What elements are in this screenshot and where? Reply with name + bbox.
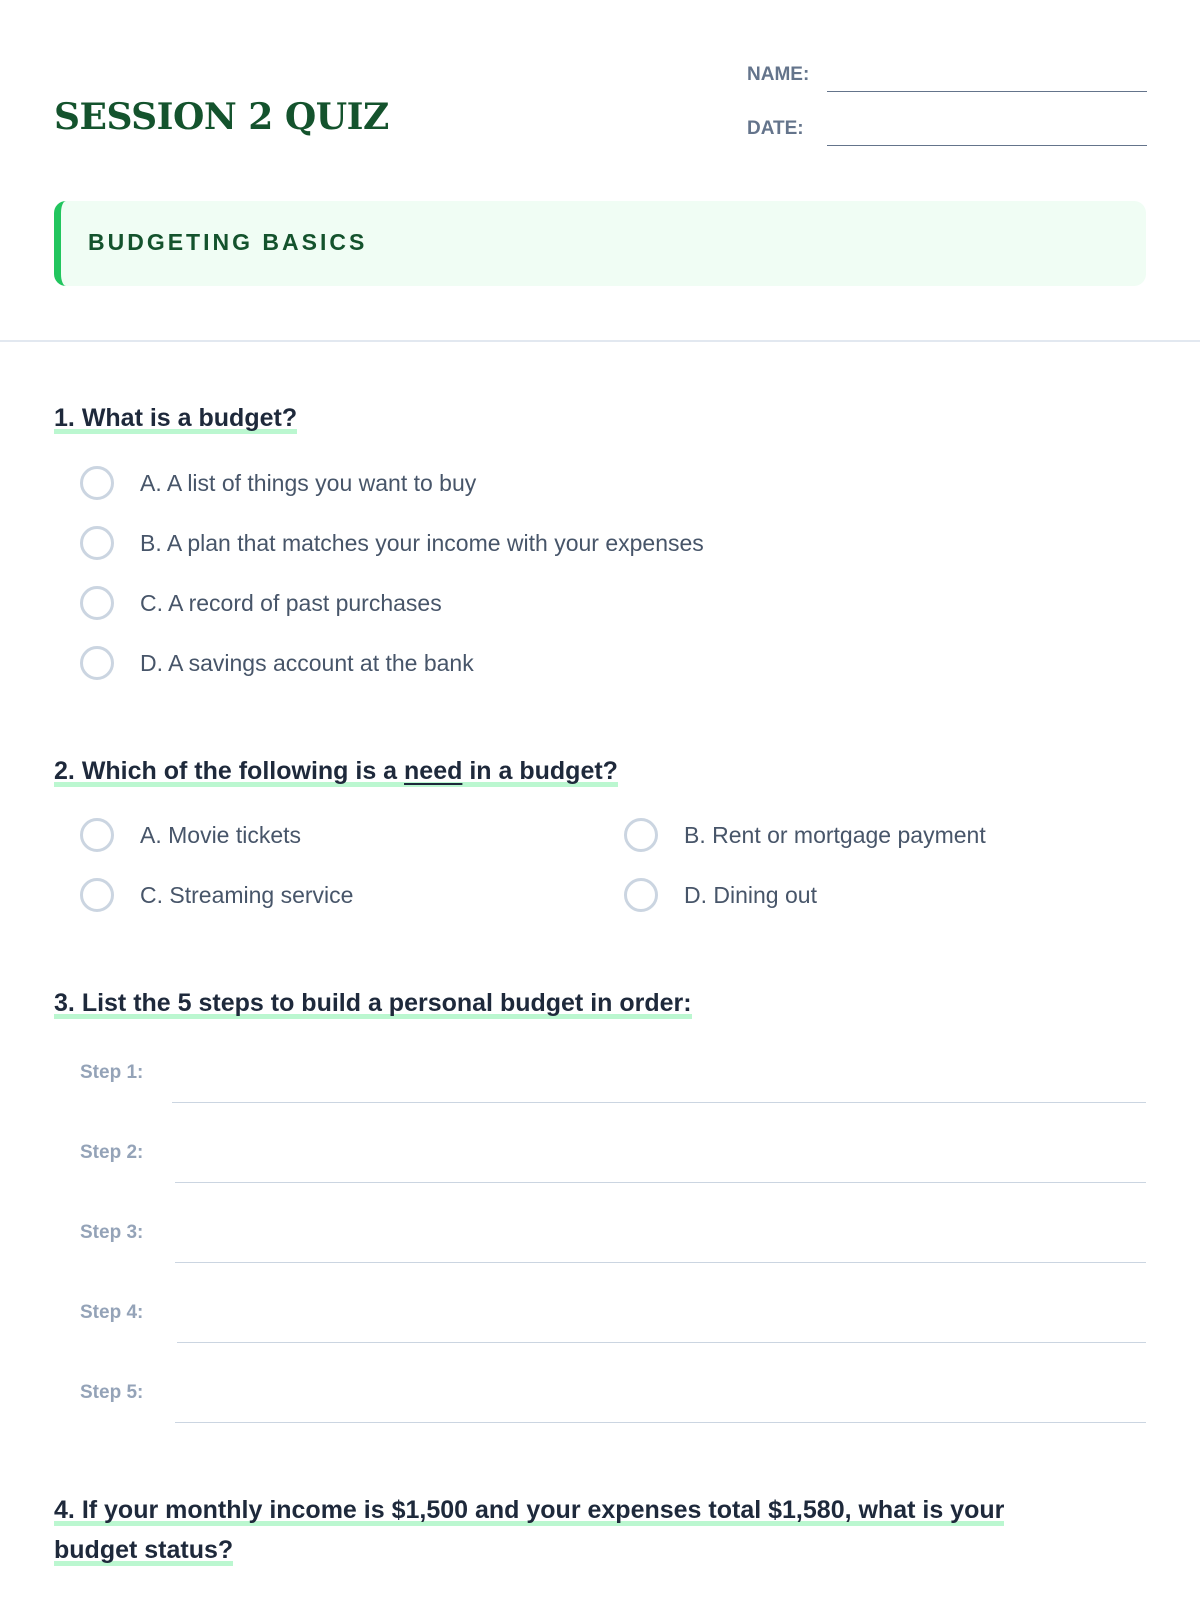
option-label: B. Rent or mortgage payment — [684, 822, 986, 848]
question-2-emphasis: need — [404, 757, 463, 785]
step-1-label: Step 1: — [80, 1062, 144, 1083]
radio-button[interactable] — [80, 466, 114, 500]
section-banner — [54, 201, 1146, 286]
question-3 — [54, 983, 692, 1023]
radio-button[interactable] — [80, 818, 114, 852]
option-label: C. A record of past purchases — [140, 590, 442, 616]
question-4-label-line1: If your monthly income is $1,500 and your expenses total $1,580, what is your — [81, 1496, 1005, 1524]
step-4-row[interactable] — [80, 1294, 1146, 1344]
radio-button[interactable] — [80, 526, 114, 560]
step-2-answer-line[interactable] — [175, 1182, 1146, 1183]
question-3-number: 3. — [54, 989, 75, 1017]
date-label: DATE: — [747, 118, 804, 139]
question-1-label: What is a budget? — [81, 404, 298, 432]
name-line[interactable] — [827, 91, 1147, 92]
name-label: NAME: — [747, 64, 810, 85]
option-label: B. A plan that matches your income with your expenses — [140, 530, 704, 556]
step-3-label: Step 3: — [80, 1222, 144, 1243]
step-4-label: Step 4: — [80, 1302, 144, 1323]
question-2-label-end: in a budget? — [469, 757, 618, 785]
question-1 — [54, 398, 297, 438]
step-5-answer-line[interactable] — [175, 1422, 1146, 1423]
quiz-header — [54, 0, 1146, 170]
question-3-label: List the 5 steps to build a personal budget in order: — [81, 989, 692, 1017]
radio-button[interactable] — [80, 878, 114, 912]
option-label: A. A list of things you want to buy — [140, 470, 477, 496]
question-4-number: 4. — [54, 1496, 75, 1524]
option-label: A. Movie tickets — [140, 822, 302, 848]
step-4-answer-line[interactable] — [177, 1342, 1146, 1343]
question-3-text — [54, 989, 692, 1019]
option-label: D. A savings account at the bank — [140, 650, 474, 676]
question-4-text — [54, 1496, 1004, 1526]
question-4-label-line2: budget status? — [54, 1536, 234, 1564]
question-1-number: 1. — [54, 404, 75, 432]
question-2-label-start: Which of the following is a — [81, 757, 398, 785]
step-5-label: Step 5: — [80, 1382, 144, 1403]
question-2-number: 2. — [54, 757, 75, 785]
quiz-title: SESSION 2 QUIZ — [54, 96, 389, 138]
radio-button[interactable] — [80, 646, 114, 680]
step-3-answer-line[interactable] — [175, 1262, 1146, 1263]
radio-button[interactable] — [624, 878, 658, 912]
step-5-row[interactable] — [80, 1374, 1146, 1424]
date-line[interactable] — [827, 145, 1147, 146]
step-3-row[interactable] — [80, 1214, 1146, 1264]
question-2-text — [54, 757, 618, 787]
section-title: BUDGETING BASICS — [88, 229, 368, 255]
step-1-answer-line[interactable] — [172, 1102, 1146, 1103]
radio-button[interactable] — [80, 586, 114, 620]
step-1-row[interactable] — [80, 1054, 1146, 1104]
question-1-text — [54, 404, 297, 434]
question-2 — [54, 751, 618, 791]
step-2-label: Step 2: — [80, 1142, 144, 1163]
option-label: D. Dining out — [684, 882, 817, 908]
radio-button[interactable] — [624, 818, 658, 852]
step-2-row[interactable] — [80, 1134, 1146, 1184]
question-4 — [54, 1490, 1004, 1570]
divider — [0, 340, 1200, 342]
option-label: C. Streaming service — [140, 882, 354, 908]
date-field[interactable] — [747, 106, 1147, 146]
name-field[interactable] — [747, 52, 1147, 92]
